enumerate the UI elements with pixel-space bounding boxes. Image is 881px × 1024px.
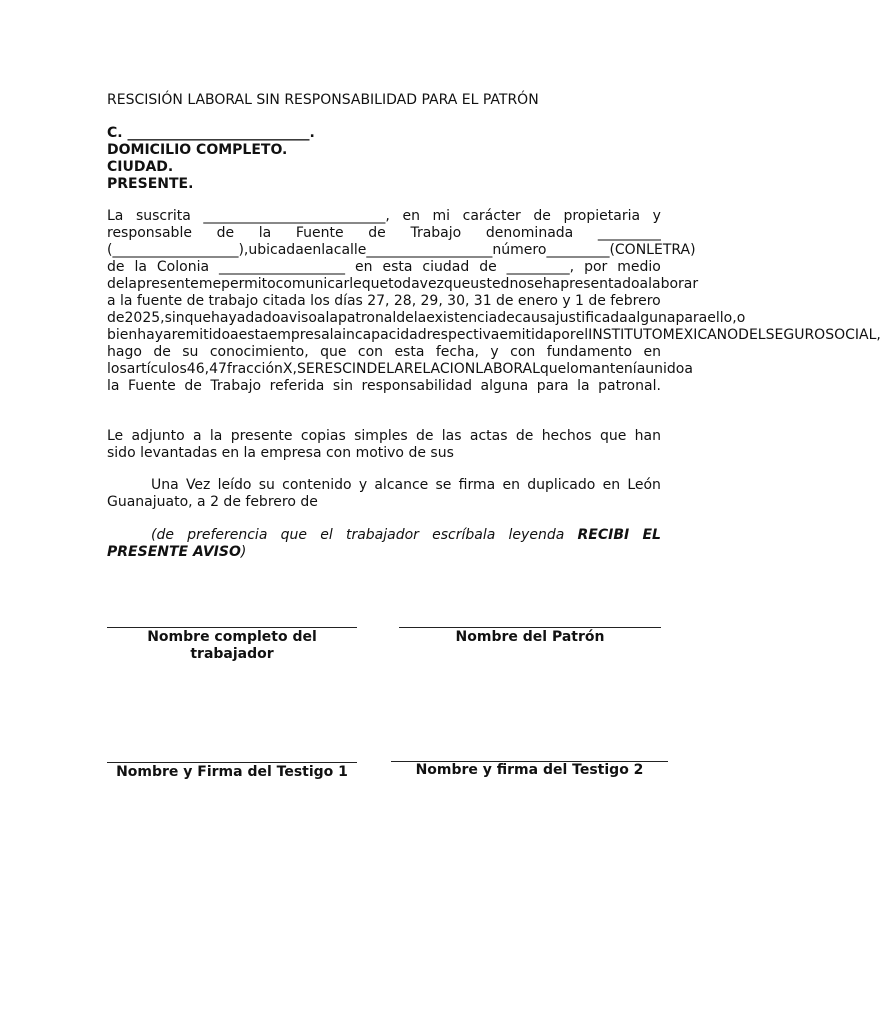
p1-line: a la fuente de trabajo citada los días 27, 28, 29, 30, 31 de enero y 1 de febrero — [107, 293, 661, 309]
p1-line: (__________________), ubicada en la calle __________________ número _________ (CON LETRA) — [107, 242, 696, 258]
p1-line: de la Colonia __________________ en esta ciudad de _________, por medio — [107, 259, 661, 275]
p1-line: de la presente me permito comunicarle que toda vez que usted no se ha presentado a laborar — [107, 276, 699, 292]
witness2-signature-label: Nombre y firma del Testigo 2 — [415, 762, 644, 778]
employer-signature-label: Nombre del Patrón — [455, 629, 605, 645]
p3-line: Guanajuato, a 2 de febrero de — [107, 494, 318, 510]
worker-signature-line — [107, 627, 357, 628]
p2-line: Le adjunto a la presente copias simples de las actas de hechos que han — [107, 428, 661, 444]
address-line: DOMICILIO COMPLETO. — [107, 142, 288, 158]
instruction-line-1: (de preferencia que el trabajador escríbala leyenda RECIBI EL — [151, 527, 661, 543]
p1-line: de 2025, sin que haya dado aviso a la patronal de la existencia de causa justificada alguna para ello, o — [107, 310, 746, 326]
presente-line: PRESENTE. — [107, 176, 194, 192]
witness1-signature-label: Nombre y Firma del Testigo 1 — [116, 764, 348, 780]
p1-line: bien haya remitido a esta empresa la incapacidad respectiva emitida por el INSTITUTO MEXICANO DEL SEGURO SOCIAL, — [107, 327, 881, 343]
p1-line: los artículos 46, 47 fracción X, SE RESCINDE LA RELACION LABORAL que lo mantenía unido a — [107, 361, 693, 377]
p1-line — [107, 395, 661, 412]
p1-line: la Fuente de Trabajo referida sin responsabilidad alguna para la patronal. — [107, 378, 661, 394]
p1-line: La suscrita __________________________, en mi carácter de propietaria y — [107, 208, 661, 224]
document-title: RESCISIÓN LABORAL SIN RESPONSABILIDAD PARA EL PATRÓN — [107, 92, 539, 108]
p1-line: responsable de la Fuente de Trabajo denominada _________ — [107, 225, 661, 241]
p3-line: Una Vez leído su contenido y alcance se firma en duplicado en León — [151, 477, 661, 493]
instruction-line-2: PRESENTE AVISO) — [107, 544, 247, 560]
recipient-line: C. __________________________. — [107, 125, 315, 141]
p1-line: hago de su conocimiento, que con esta fecha, y con fundamento en — [107, 344, 661, 360]
employer-signature-line — [399, 627, 661, 628]
instruction-close: ) — [240, 544, 247, 560]
city-line: CIUDAD. — [107, 159, 174, 175]
witness1-signature-line — [107, 762, 357, 763]
p2-line: sido levantadas en la empresa con motivo de sus — [107, 445, 454, 461]
worker-signature-label: Nombre completo del trabajador — [147, 629, 317, 662]
